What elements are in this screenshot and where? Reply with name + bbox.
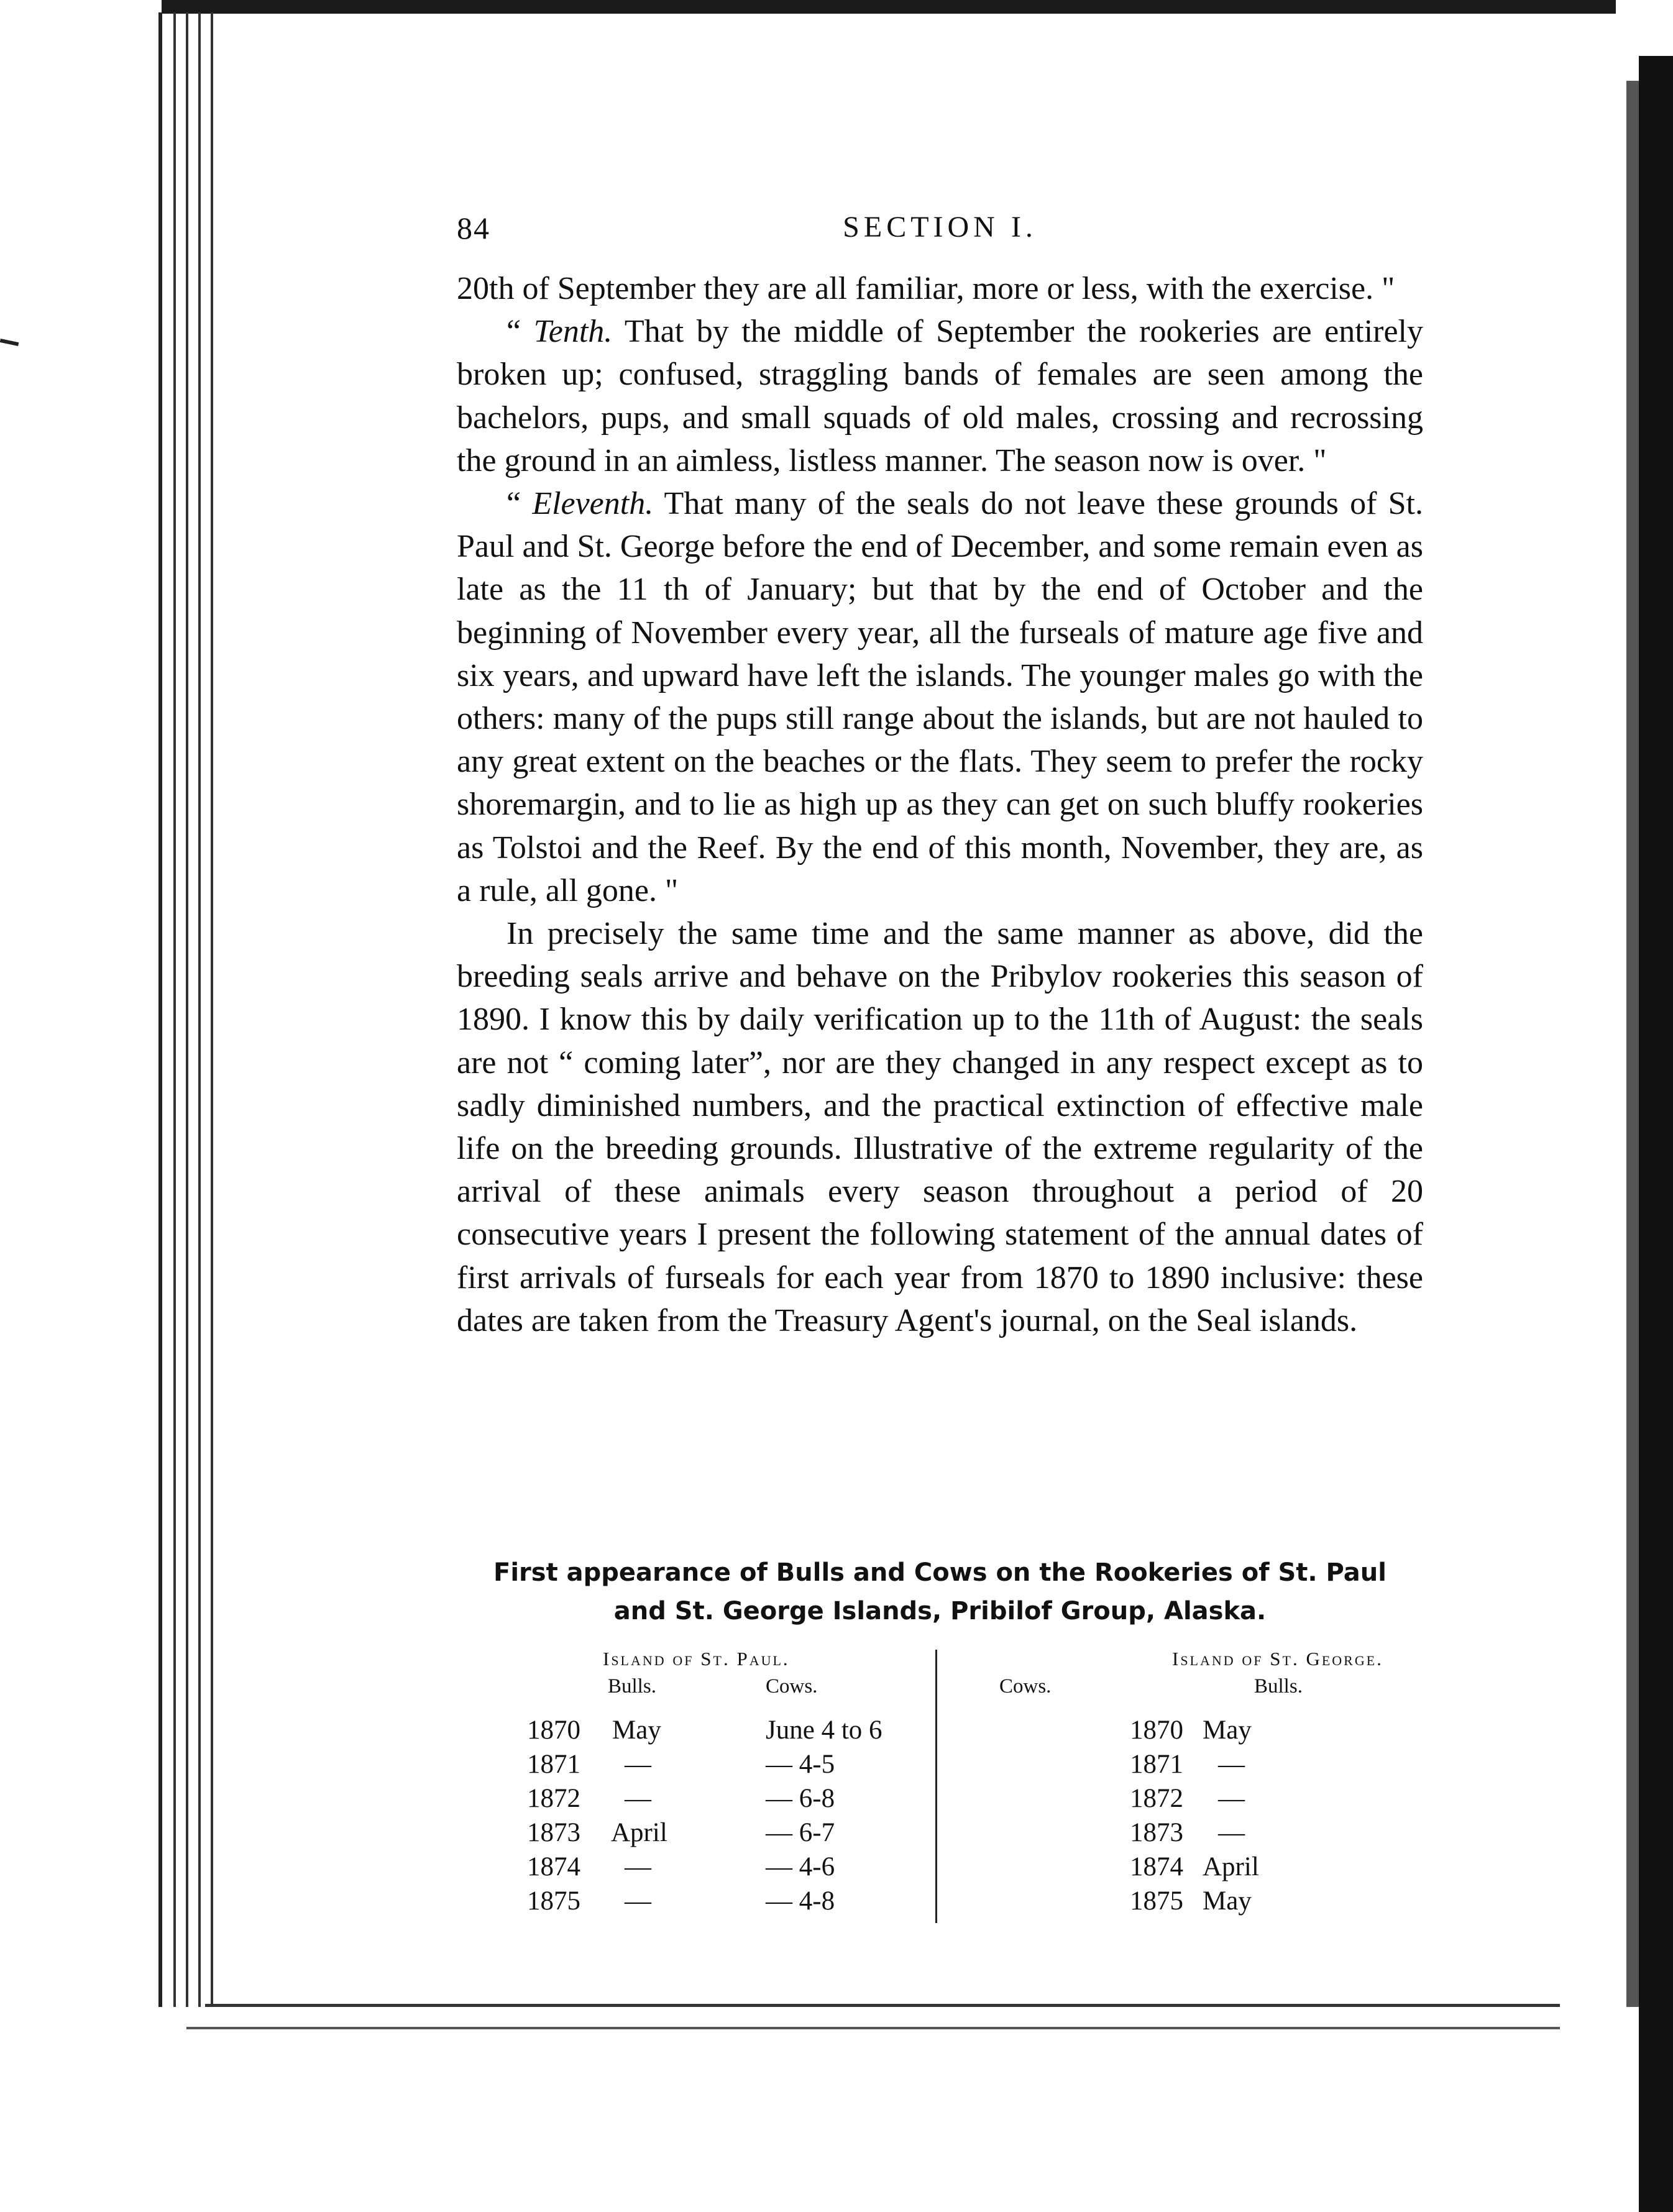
st-george-year: 1873 — [1130, 1818, 1183, 1847]
book-top-edge — [162, 0, 1616, 14]
st-george-bulls-month: — — [1218, 1818, 1245, 1847]
st-paul-year: 1873 — [527, 1818, 580, 1847]
st-paul-year: 1872 — [527, 1784, 580, 1813]
st-george-bulls-month: May — [1203, 1886, 1252, 1916]
paragraph: 20th of September they are all familiar, more or less, with the exercise. " — [457, 271, 1395, 306]
book-right-edge — [1639, 56, 1673, 2212]
st-george-year: 1874 — [1130, 1852, 1183, 1881]
table-title: First appearance of Bulls and Cows on the Rookeries of St. Paul and St. George Islands, Pribilof Group, Alaska. — [493, 1558, 1387, 1625]
st-paul-cows: — 4-5 — [766, 1750, 835, 1779]
paragraph-lead: Eleventh. — [532, 486, 654, 522]
st-george-year: 1870 — [1130, 1716, 1183, 1745]
section-title: SECTION I. — [843, 211, 1037, 244]
st-paul-bulls-month: May — [612, 1716, 661, 1745]
st-paul-bulls-month: — — [625, 1784, 651, 1813]
page-stack-bottom-edge — [186, 2027, 1560, 2029]
st-paul-cows-label: Cows. — [766, 1675, 818, 1698]
st-george-heading: Island of St. George. — [1172, 1648, 1383, 1670]
st-george-bulls-month: — — [1218, 1750, 1245, 1779]
st-paul-year: 1875 — [527, 1886, 580, 1916]
page-bottom-edge — [205, 2004, 1560, 2007]
paragraph-lead: Tenth. — [533, 314, 613, 350]
st-george-year: 1871 — [1130, 1750, 1183, 1779]
st-paul-cows: — 6-7 — [766, 1818, 835, 1847]
paragraph-tenth: “ Tenth. That by the middle of September the rookeries are entirely broken up; confused, straggling bands of females are seen among the bachelors, pups, and small squads of old males, crossing and recrossing the ground in an aimless, listless manner. The season now is over. " — [457, 314, 1423, 478]
st-paul-bulls-month: — — [625, 1750, 651, 1779]
table-divider — [935, 1650, 937, 1923]
st-george-year: 1872 — [1130, 1784, 1183, 1813]
st-paul-bulls-month: April — [611, 1818, 667, 1847]
st-paul-bulls-month: — — [625, 1886, 651, 1916]
book-right-shadow — [1626, 81, 1639, 2007]
st-paul-cows: June 4 to 6 — [766, 1716, 882, 1745]
page-stack-left-edge — [158, 12, 231, 2007]
st-george-bulls-month: April — [1203, 1852, 1259, 1881]
paragraph: In precisely the same time and the same manner as above, did the breeding seals arrive and behave on the Pribylov rookeries this season of 1890. I know this by daily verification up to the 11th of August: the seals are not “ coming later”, nor are they changed in any respect except as to sadly diminished numbers, and the practical extinction of effective male life on the breeding grounds. Illustrative of the extreme regularity of the arrival of these animals every season throughout a period of 20 consecutive years I present the following statement of the annual dates of first arrivals of furseals for each year from 1870 to 1890 inclusive: these dates are taken from the Treasury Agent's journal, on the Seal islands. — [457, 916, 1423, 1338]
st-paul-cows: — 4-6 — [766, 1852, 835, 1881]
running-head — [457, 210, 1423, 254]
st-george-year: 1875 — [1130, 1886, 1183, 1916]
st-george-bulls-month: — — [1218, 1784, 1245, 1813]
page-number: 84 — [457, 211, 490, 245]
st-george-bulls-month: May — [1203, 1716, 1252, 1745]
body-text — [457, 267, 1423, 1342]
st-george-bulls-label: Bulls. — [1254, 1675, 1303, 1698]
st-george-cows-label: Cows. — [999, 1675, 1052, 1698]
scan-mark — [0, 339, 19, 346]
st-paul-bulls-month: — — [625, 1852, 651, 1881]
st-paul-cows: — 4-8 — [766, 1886, 835, 1916]
paragraph-eleventh: “ Eleventh. That many of the seals do not leave these grounds of St. Paul and St. George before the end of December, and some remain even as late as the 11 th of January; but that by the end of October and the beginning of November every year, all the furseals of mature age five and six years, and upward have left the islands. The younger males go with the others: many of the pups still range about the islands, but are not hauled to any great extent on the beaches or the flats. They seem to prefer the rocky shoremargin, and to lie as high up as they can get on such bluffy rookeries as Tolstoi and the Reef. By the end of this month, November, they are, as a rule, all gone. " — [457, 486, 1423, 908]
st-paul-year: 1874 — [527, 1852, 580, 1881]
st-paul-bulls-label: Bulls. — [608, 1675, 656, 1698]
st-paul-cows: — 6-8 — [766, 1784, 835, 1813]
st-paul-year: 1870 — [527, 1716, 580, 1745]
st-paul-year: 1871 — [527, 1750, 580, 1779]
st-paul-heading: Island of St. Paul. — [603, 1648, 790, 1670]
